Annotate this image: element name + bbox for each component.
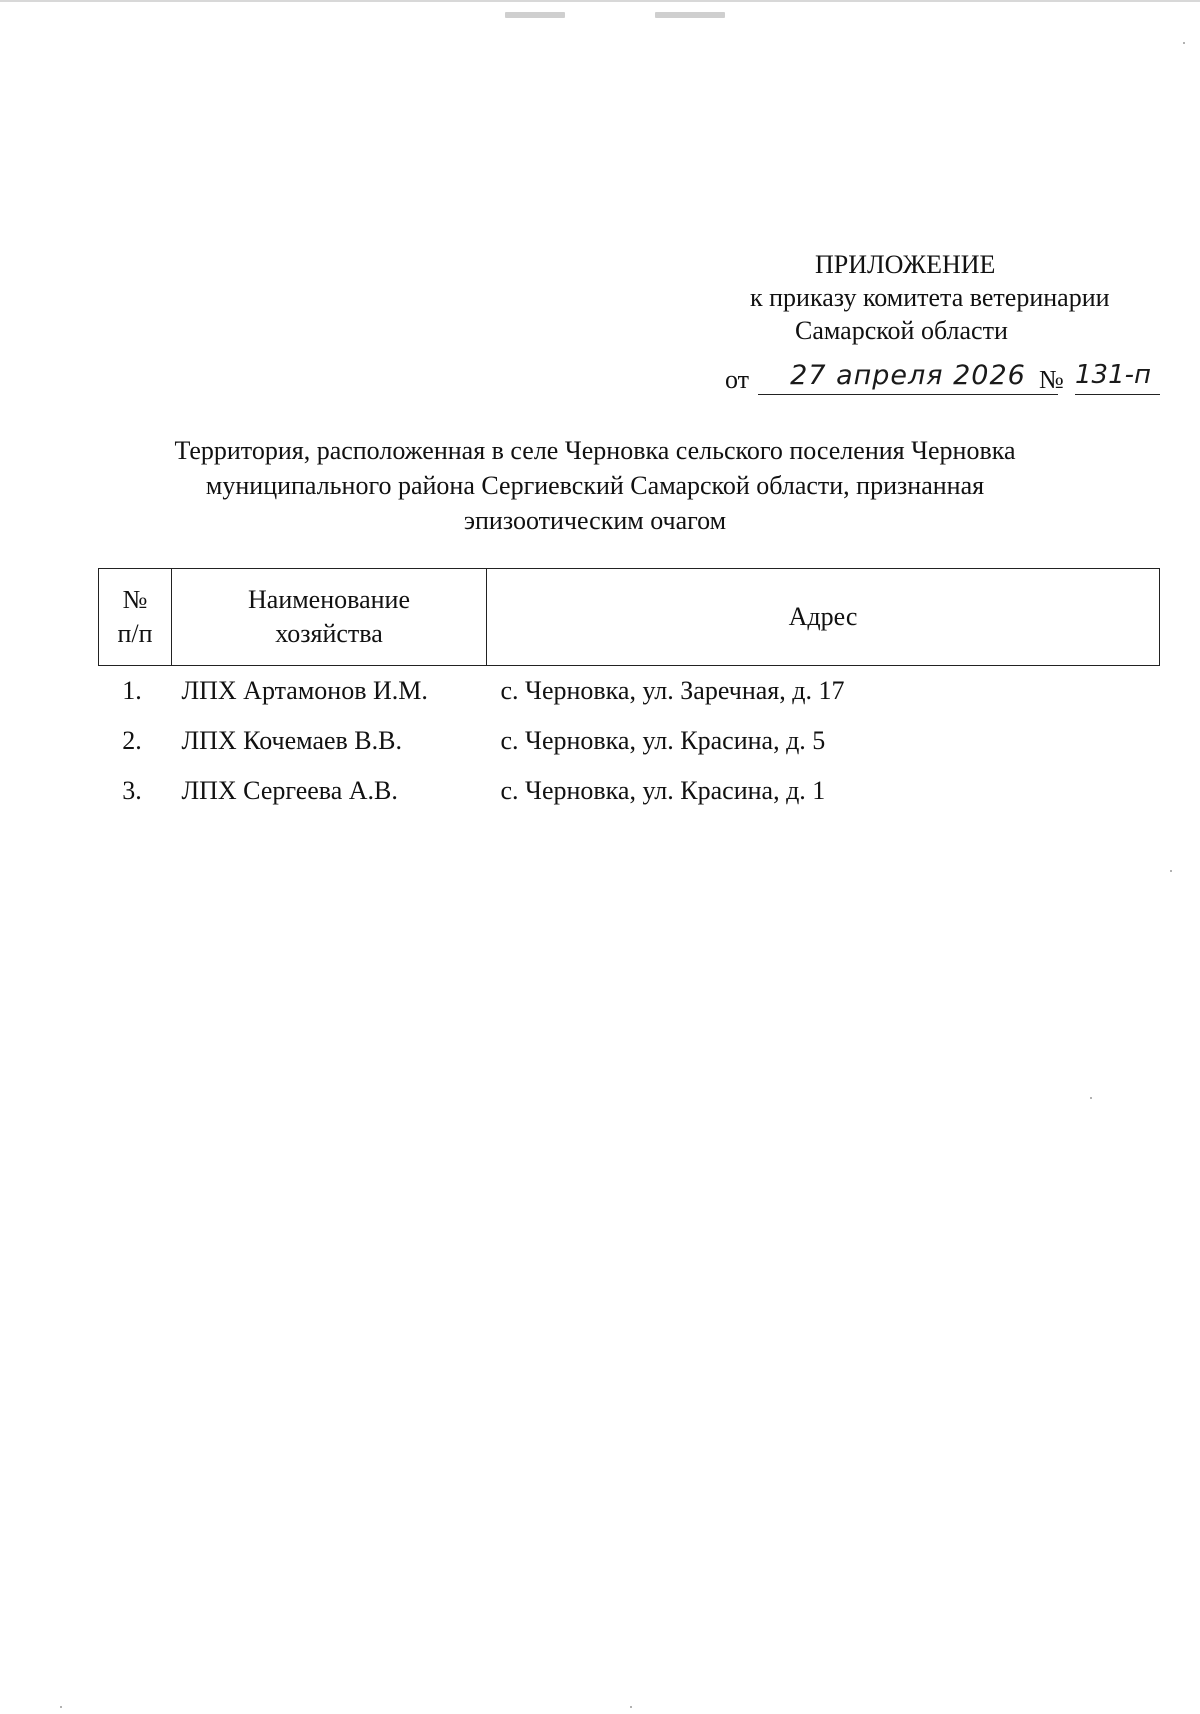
row-address: с. Черновка, ул. Красина, д. 1 <box>500 776 826 805</box>
scan-speck <box>60 1706 62 1708</box>
header-address: Адрес <box>487 569 1160 666</box>
appendix-order-ref: к приказу комитета ветеринарии <box>750 283 1110 312</box>
scan-speck <box>630 1706 632 1708</box>
order-number-handwritten: 131-п <box>1075 360 1160 395</box>
row-address: с. Черновка, ул. Заречная, д. 17 <box>500 676 845 705</box>
scan-speck <box>655 12 725 18</box>
scan-speck <box>1090 1097 1092 1099</box>
header-farm-name-line1: Наименование <box>248 585 410 614</box>
row-number: 2. <box>122 726 142 755</box>
header-number-abbr: п/п <box>117 619 153 648</box>
order-from-label: от <box>725 365 750 394</box>
table-header-row <box>99 569 1160 666</box>
header-farm-name <box>172 569 487 666</box>
heading-line: Территория, расположенная в селе Черновка сельского поселения Черновка <box>174 436 1016 465</box>
header-farm-name-line2: хозяйства <box>275 619 383 648</box>
farms-table <box>98 568 1160 816</box>
table-row <box>99 666 1160 717</box>
heading-line: эпизоотическим очагом <box>463 506 727 535</box>
table-row <box>99 766 1160 816</box>
order-date-handwritten: 27 апреля 2026 <box>758 360 1058 395</box>
row-farm-name: ЛПХ Сергеева А.В. <box>181 776 398 805</box>
order-number-label: № <box>1039 365 1064 394</box>
row-farm-name: ЛПХ Кочемаев В.В. <box>181 726 402 755</box>
scan-speck <box>1170 870 1172 872</box>
row-address: с. Черновка, ул. Красина, д. 5 <box>500 726 826 755</box>
scan-speck <box>505 12 565 18</box>
appendix-title: ПРИЛОЖЕНИЕ <box>815 250 996 279</box>
header-number <box>99 569 172 666</box>
row-number: 3. <box>122 776 142 805</box>
scan-speck <box>1183 42 1185 44</box>
scan-edge-line <box>0 0 1200 2</box>
appendix-region: Самарской области <box>795 316 1008 345</box>
order-date-number-line <box>725 360 1165 400</box>
header-number-symbol: № <box>122 585 148 614</box>
heading-line: муниципального района Сергиевский Самарской области, признанная <box>205 471 985 500</box>
table-row <box>99 716 1160 766</box>
document-heading <box>160 433 1030 538</box>
row-number: 1. <box>122 676 142 705</box>
row-farm-name: ЛПХ Артамонов И.М. <box>181 676 428 705</box>
